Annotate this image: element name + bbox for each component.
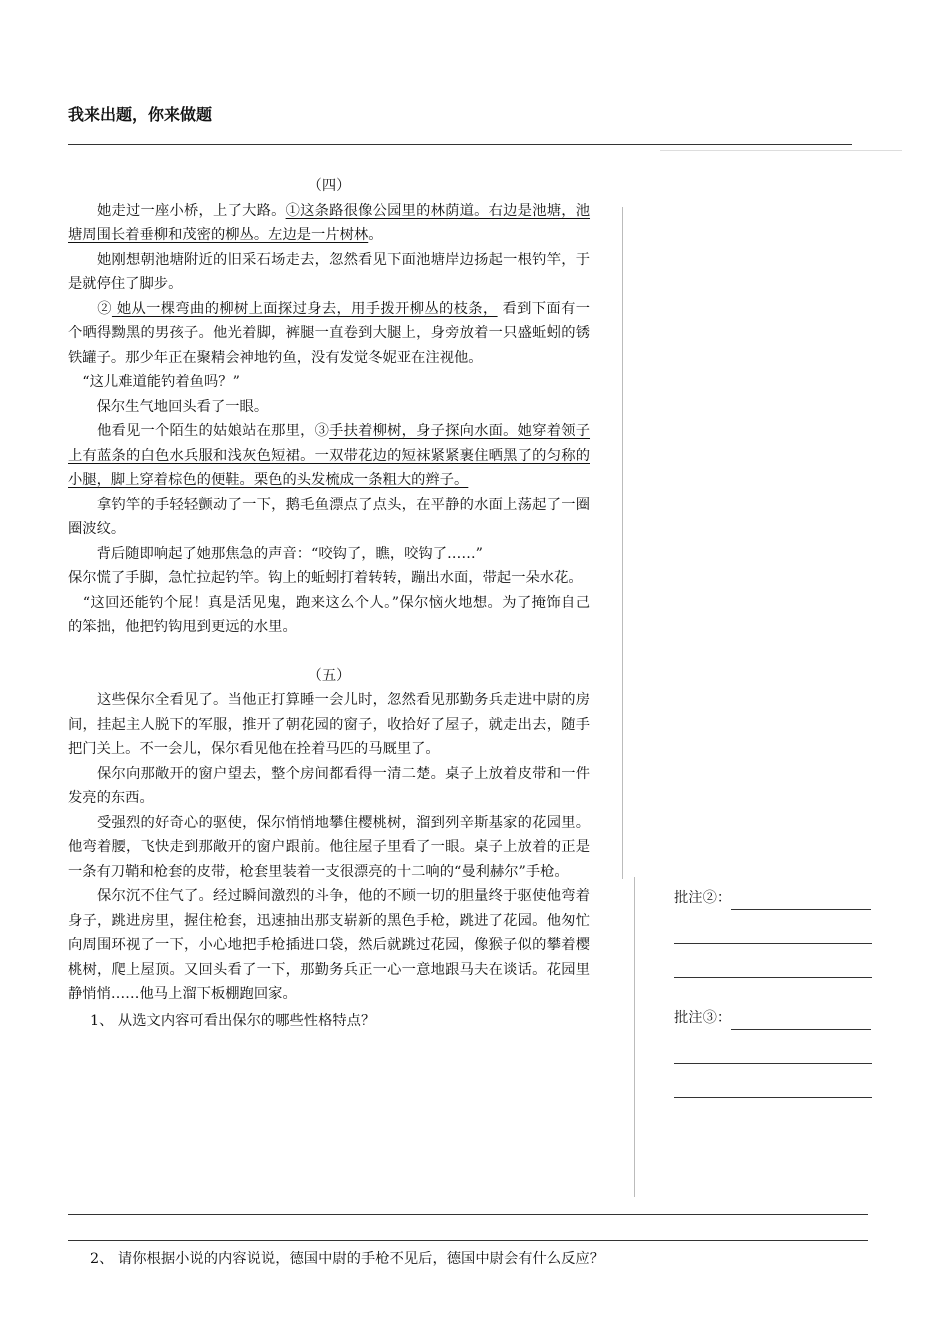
page-title: 我来出题，你来做题 (68, 105, 213, 124)
margin-divider-upper (622, 207, 623, 879)
title-divider (68, 144, 852, 145)
question-2: 2、 请你根据小说的内容说说，德国中尉的手枪不见后，德国中尉会有什么反应？ (90, 1251, 605, 1267)
paragraph (68, 419, 590, 493)
paragraph: 保尔向那敞开的窗户望去，整个房间都看得一清二楚。桌子上放着皮带和一件发亮的东西。 (68, 765, 590, 806)
paragraph: 这些保尔全看见了。当他正打算睡一会儿时，忽然看见那勤务兵走进中尉的房间，挂起主人脱下的军服，推开了朝花园的窗子，收拾好了屋子，就走出去，随手把门关上。不一会儿，保尔看见他在拴着马匹的马厩里了。 (68, 692, 590, 757)
reading-passage (68, 174, 590, 1033)
annotation-3-label: 批注③： (674, 1010, 732, 1026)
annotation-3-blank[interactable] (674, 1079, 872, 1098)
question-1: 1、 从选文内容可看出保尔的哪些性格特点？ (90, 1012, 376, 1029)
paragraph: 保尔慌了手脚，急忙拉起钓竿。钩上的蚯蚓打着转转，蹦出水面，带起一朵水花。 (68, 570, 583, 586)
underlined-sentence-2: 她从一棵弯曲的柳树上面探过身去，用手拨开柳丛的枝条， (111, 300, 498, 317)
paragraph: 受强烈的好奇心的驱使，保尔悄悄地攀住樱桃树，溜到列辛斯基家的花园里。他弯着腰，飞快走到那敞开的窗户跟前。他往屋子里看了一眼。桌子上放着的正是一条有刀鞘和枪套的皮带，枪套里装着一支很漂亮的十二响的“曼利赫尔”手枪。 (68, 814, 590, 880)
faint-divider (660, 150, 902, 151)
answer-line-q1[interactable] (68, 1214, 868, 1215)
annotation-3-blank[interactable] (674, 1045, 872, 1064)
underlined-sentence-3: 手扶着柳树，身子探向水面。她穿着领子上有蓝条的白色水兵服和浅灰色短裙。一双带花边的短袜紧紧裹住晒黑了的匀称的小腿，脚上穿着棕色的便鞋。栗色的头发梳成一条粗大的辫子。 (68, 423, 591, 488)
annotation-2-label: 批注②： (674, 890, 732, 906)
annotation-2-blank[interactable] (674, 959, 872, 978)
paragraph (68, 297, 590, 371)
paragraph: 拿钓竿的手轻轻颤动了一下，鹅毛鱼漂点了点头，在平静的水面上荡起了一圈圈波纹。 (68, 496, 590, 537)
paragraph: 保尔沉不住气了。经过瞬间激烈的斗争，他的不顾一切的胆量终于驱使他弯着身子，跳进房里，握住枪套，迅速抽出那支崭新的黑色手枪，跳进了花园。他匆忙向周围环视了一下，小心地把手枪插进口袋，然后就跳过花园，像猴子似的攀着樱桃树，爬上屋顶。又回头看了一下，那勤务兵正一心一意地跟马夫在谈话。花园里静悄悄……他马上溜下板棚跑回家。 (68, 888, 590, 1002)
paragraph: 保尔生气地回头看了一眼。 (68, 398, 269, 415)
text: 。 (368, 227, 383, 243)
text: 他看见一个陌生的姑娘站在那里，③ (68, 423, 330, 439)
text: 她走过一座小桥，上了大路。 (68, 202, 286, 219)
section-5-heading: （五） (307, 667, 351, 684)
annotation-2-blank[interactable] (674, 925, 872, 944)
annotation-3 (674, 996, 884, 1098)
annotation-3-blank[interactable] (731, 1011, 871, 1030)
margin-divider-lower (634, 877, 635, 1197)
text: ② (68, 300, 112, 317)
answer-line-q1[interactable] (68, 1240, 868, 1241)
underlined-sentence-1: ①这条路很像公园里的林荫道。右边是池塘，池塘周围长着垂柳和茂密的柳丛。左边是一片树林 (68, 202, 591, 243)
paragraph: 她刚想朝池塘附近的旧采石场走去，忽然看见下面池塘岸边扬起一根钓竿，于是就停住了脚步。 (68, 251, 590, 292)
annotation-2-blank[interactable] (731, 891, 871, 910)
paragraph: 背后随即响起了她那焦急的声音：“咬钩了，瞧，咬钩了……” (68, 545, 483, 562)
annotation-2 (674, 876, 884, 978)
paragraph (68, 199, 590, 248)
paragraph: “这儿难道能钓着鱼吗？” (68, 374, 240, 390)
text: 看到下面有一个晒得黝黑的男孩子。他光着脚，裤腿一直卷到大腿上，身旁放着一只盛蚯蚓的锈铁罐子。那少年正在聚精会神地钓鱼，没有发觉冬妮亚在注视他。 (68, 300, 591, 366)
section-4-heading: （四） (307, 178, 351, 194)
paragraph: “这回还能钓个屁！真是活见鬼，跑来这么个人。”保尔恼火地想。为了掩饰自己的笨拙，他把钓钩甩到更远的水里。 (68, 594, 590, 635)
